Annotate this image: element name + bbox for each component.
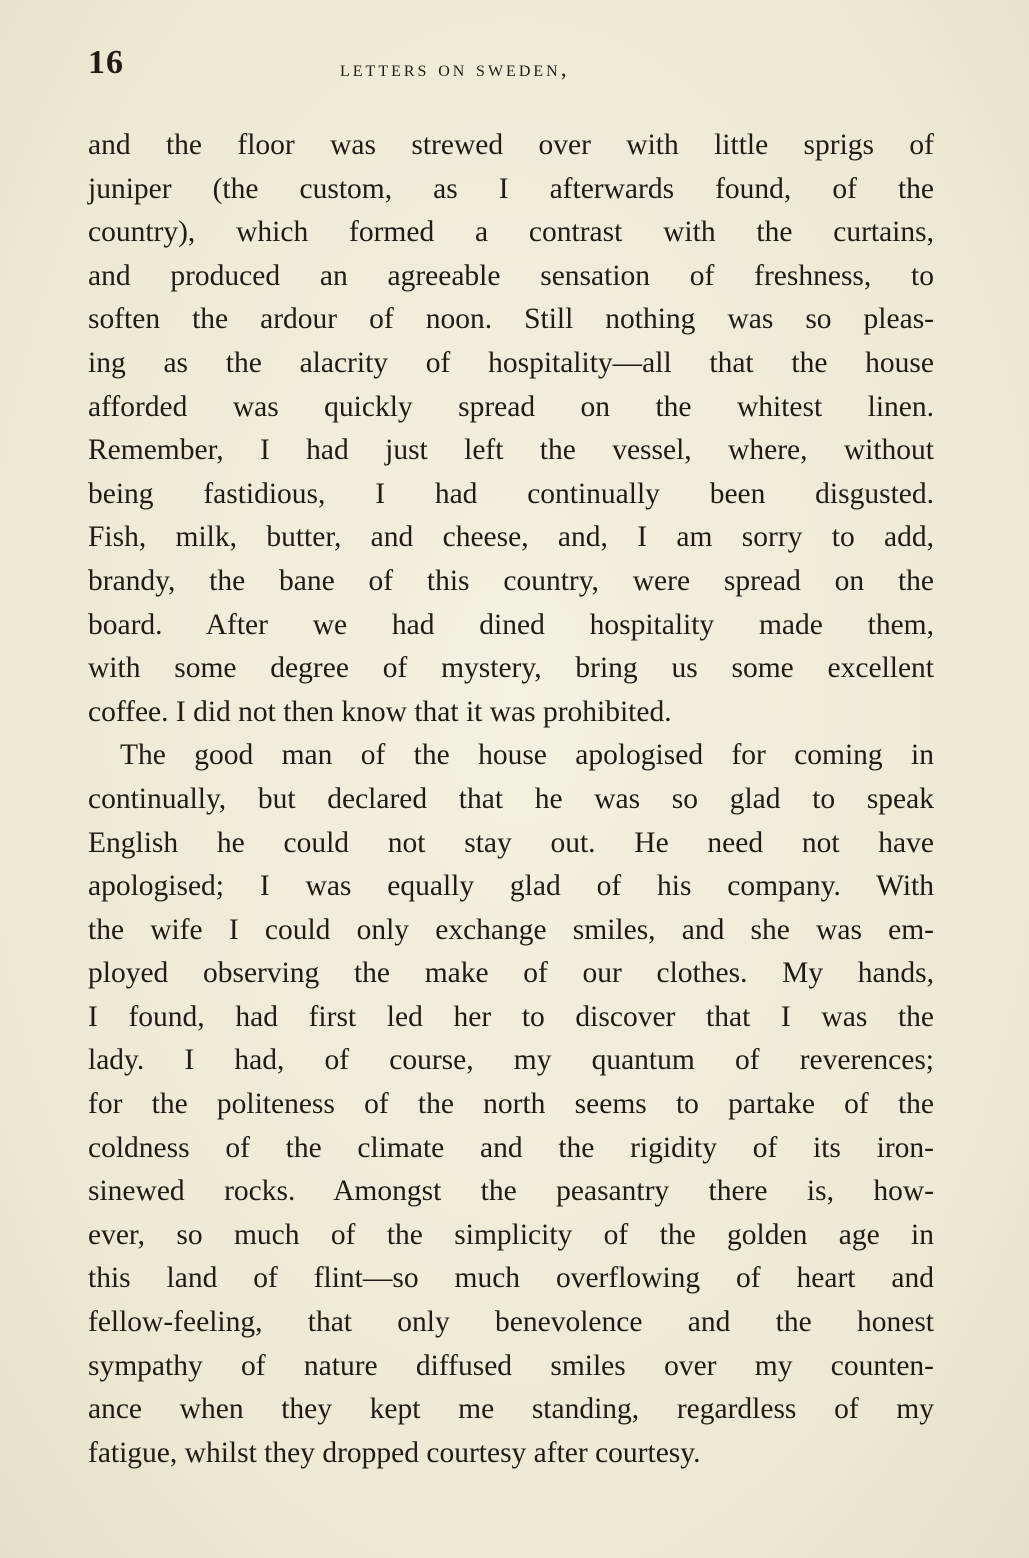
text-line: fellow-feeling, that only benevolence and the honest bbox=[88, 1306, 934, 1339]
text-line: soften the ardour of noon. Still nothing was so pleas- bbox=[88, 303, 934, 336]
text-line: I found, had first led her to discover that I was the bbox=[88, 1000, 934, 1033]
body-text bbox=[88, 124, 934, 1475]
running-head: letters on sweden, bbox=[340, 56, 570, 81]
text-line: country), which formed a contrast with the curtains, bbox=[88, 216, 934, 249]
text-line: ance when they kept me standing, regardless of my bbox=[88, 1393, 934, 1426]
text-line: Fish, milk, butter, and cheese, and, I am sorry to add, bbox=[88, 521, 934, 554]
text-line: apologised; I was equally glad of his company. With bbox=[88, 870, 934, 903]
text-line: coffee. I did not then know that it was prohibited. bbox=[88, 695, 672, 728]
page-number: 16 bbox=[88, 44, 124, 81]
text-line: this land of flint—so much overflowing of heart and bbox=[88, 1262, 934, 1295]
text-line: ing as the alacrity of hospitality—all that the house bbox=[88, 346, 934, 379]
text-line: Remember, I had just left the vessel, where, without bbox=[88, 434, 934, 467]
page-header bbox=[88, 44, 930, 94]
text-line: brandy, the bane of this country, were spread on the bbox=[88, 564, 934, 597]
paragraph bbox=[88, 124, 934, 734]
text-line: sinewed rocks. Amongst the peasantry there is, how- bbox=[88, 1175, 934, 1208]
text-line: The good man of the house apologised for coming in bbox=[120, 739, 934, 772]
text-line: and produced an agreeable sensation of freshness, to bbox=[88, 259, 934, 292]
text-line: fatigue, whilst they dropped courtesy after courtesy. bbox=[88, 1436, 701, 1469]
text-line: continually, but declared that he was so glad to speak bbox=[88, 782, 934, 815]
text-line: ployed observing the make of our clothes. My hands, bbox=[88, 957, 934, 990]
text-line: English he could not stay out. He need not have bbox=[88, 826, 934, 859]
paragraph bbox=[88, 734, 934, 1475]
text-line: for the politeness of the north seems to partake of the bbox=[88, 1088, 934, 1121]
text-line: the wife I could only exchange smiles, and she was em- bbox=[88, 913, 934, 946]
text-line: and the floor was strewed over with little sprigs of bbox=[88, 129, 934, 161]
text-line: ever, so much of the simplicity of the golden age in bbox=[88, 1218, 934, 1251]
text-line: board. After we had dined hospitality made them, bbox=[88, 608, 934, 641]
text-line: sympathy of nature diffused smiles over my counten- bbox=[88, 1349, 934, 1382]
text-line: afforded was quickly spread on the whitest linen. bbox=[88, 390, 934, 423]
text-line: being fastidious, I had continually been disgusted. bbox=[88, 477, 934, 510]
text-line: lady. I had, of course, my quantum of reverences; bbox=[88, 1044, 934, 1077]
text-line: juniper (the custom, as I afterwards found, of the bbox=[88, 172, 934, 205]
text-line: coldness of the climate and the rigidity of its iron- bbox=[88, 1131, 934, 1164]
text-line: with some degree of mystery, bring us some excellent bbox=[88, 652, 934, 685]
